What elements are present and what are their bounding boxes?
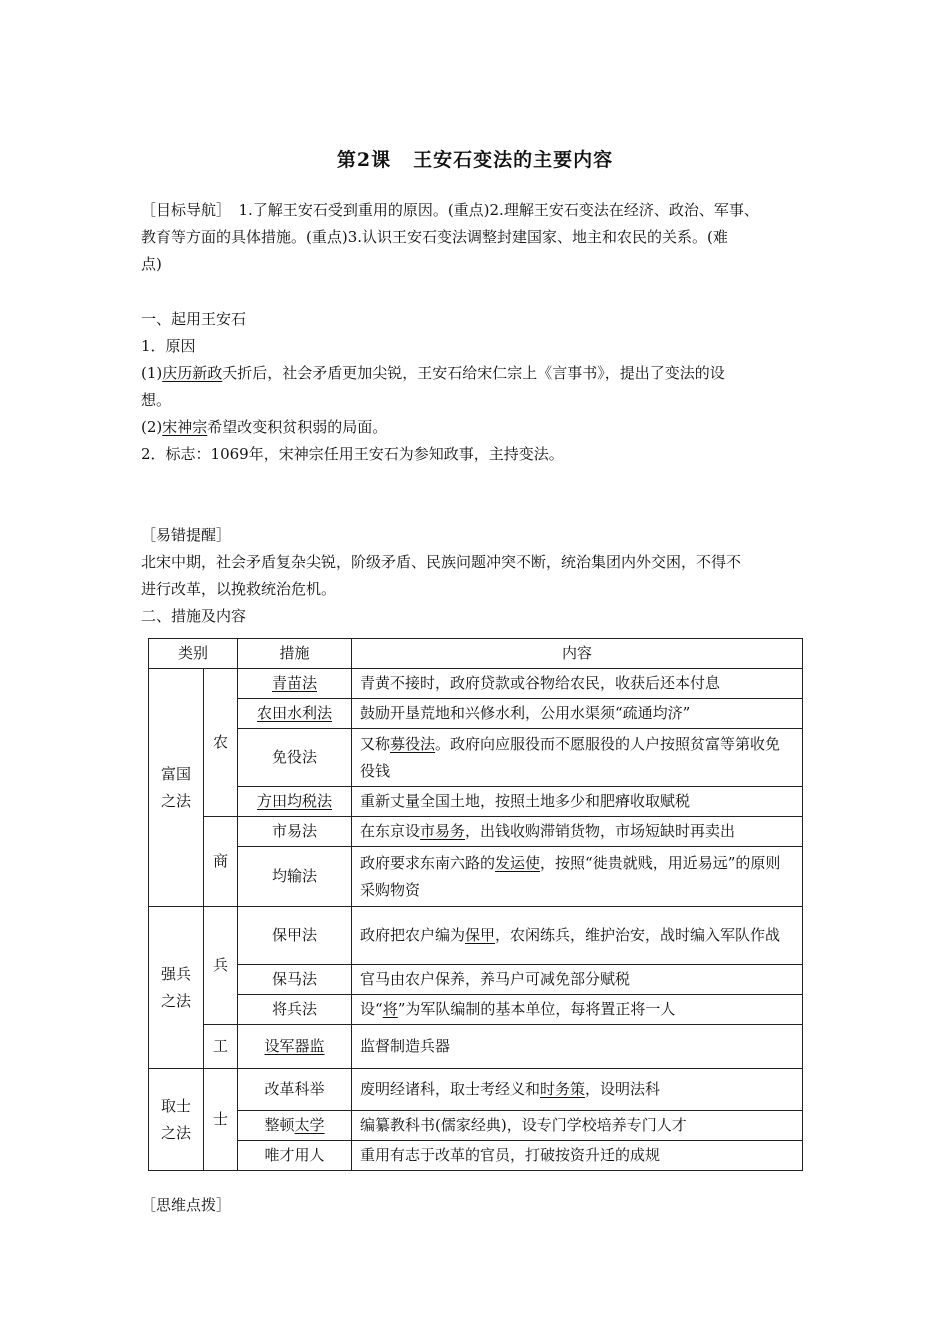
sub-shang: 商 — [204, 817, 238, 907]
content-junshu-term: 发运使 — [495, 853, 541, 872]
measure-taixue-pre: 整顿 — [264, 1116, 295, 1134]
group-fuguo-l1: 富国 — [160, 764, 191, 783]
content-fangtian: 重新丈量全国土地，按照土地多少和肥瘠收取赋税 — [352, 787, 803, 817]
section-2-heading: 二、措施及内容 — [141, 607, 247, 625]
group-qushi-l1: 取士 — [160, 1096, 191, 1115]
reason-heading: 1．原因 — [141, 337, 196, 355]
reason-1-text: 夭折后，社会矛盾更加尖锐，王安石给宋仁宗上《言事书》，提出了变法的设 — [222, 364, 725, 382]
group-fuguo-l2: 之法 — [160, 791, 191, 810]
group-fuguo — [149, 669, 204, 907]
header-measure: 措施 — [238, 639, 352, 669]
measure-mianyi: 免役法 — [238, 729, 352, 787]
header-category: 类别 — [149, 639, 238, 669]
table-row — [149, 1069, 803, 1111]
content-junshu — [352, 847, 803, 907]
measure-cell — [238, 1025, 352, 1069]
section-1 — [141, 306, 811, 468]
content-shiyi-pre: 在东京设 — [360, 822, 421, 840]
measure-keju: 改革科举 — [238, 1069, 352, 1111]
table-row — [149, 669, 803, 699]
objectives-line-1: ［目标导航］ 1.了解王安石受到重用的原因。(重点)2.理解王安石变法在经济、政治、军事、 — [141, 201, 759, 219]
reason-1 — [141, 360, 811, 387]
content-shiyi-term: 市易务 — [420, 822, 466, 840]
reason-2-text: 希望改变积贫积弱的局面。 — [207, 418, 388, 436]
measure-junshu: 均输法 — [238, 847, 352, 907]
group-qiangbing — [149, 907, 204, 1069]
content-shiyi — [352, 817, 803, 847]
objectives — [141, 197, 811, 278]
content-baojia-post: ，农闲练兵，维护治安，战时编入军队作战 — [495, 926, 781, 944]
sign: 2．标志：1069年，宋神宗任用王安石为参知政事，主持变法。 — [141, 445, 564, 463]
measure-baojia: 保甲法 — [238, 907, 352, 965]
measure-taixue-term: 太学 — [294, 1116, 325, 1134]
table-row — [149, 817, 803, 847]
table-row — [149, 995, 803, 1025]
content-keju-pre: 废明经诸科，取士考经义和 — [360, 1080, 541, 1098]
group-qiangbing-l1: 强兵 — [160, 964, 191, 983]
reminder-line-1: 北宋中期，社会矛盾复杂尖锐，阶级矛盾、民族问题冲突不断，统治集团内外交困，不得不 — [141, 553, 742, 571]
content-jiangbing-term: 将 — [382, 1000, 398, 1018]
objectives-line-2: 教育等方面的具体措施。(重点)3.认识王安石变法调整封建国家、地主和农民的关系。(难 — [141, 228, 728, 246]
table-row — [149, 847, 803, 907]
measure-junqijian: 设军器监 — [264, 1037, 325, 1055]
reason-2-prefix: (2) — [141, 418, 163, 436]
lesson-title — [0, 145, 950, 172]
content-jiangbing — [352, 995, 803, 1025]
measure-shiyi: 市易法 — [238, 817, 352, 847]
content-jiangbing-post: ”为军队编制的基本单位，每将置正将一人 — [397, 1000, 676, 1018]
lesson-name: 王安石变法的主要内容 — [413, 149, 614, 171]
objectives-line-3: 点) — [141, 255, 162, 273]
sub-bing: 兵 — [204, 907, 238, 1025]
reminder-line-2: 进行改革，以挽救统治危机。 — [141, 580, 337, 598]
content-keju-term: 时务策 — [540, 1080, 586, 1098]
table-header-row — [149, 639, 803, 669]
measures-table — [148, 638, 803, 1171]
measure-cell — [238, 699, 352, 729]
section-1-heading: 一、起用王安石 — [141, 310, 247, 328]
reason-1-cont: 想。 — [141, 391, 172, 409]
reason-1-prefix: (1) — [141, 364, 163, 382]
content-keju — [352, 1069, 803, 1111]
reason-1-term: 庆历新政 — [162, 364, 223, 382]
content-qingmiao: 青黄不接时，政府贷款或谷物给农民，收获后还本付息 — [352, 669, 803, 699]
measure-baoma: 保马法 — [238, 965, 352, 995]
content-jiangbing-pre: 设“ — [360, 1000, 383, 1018]
sub-gong: 工 — [204, 1025, 238, 1069]
lesson-number: 第2课 — [336, 149, 392, 171]
group-qushi-l2: 之法 — [160, 1123, 191, 1142]
content-mianyi — [352, 729, 803, 787]
table-row — [149, 907, 803, 965]
table-row — [149, 1141, 803, 1171]
group-qushi — [149, 1069, 204, 1171]
measure-qingmiao: 青苗法 — [272, 674, 318, 692]
content-mianyi-post: 。政府向应服役而不愿服役的人户按照贫富等第收免役钱 — [360, 734, 781, 780]
content-baoma: 官马由农户保养，养马户可减免部分赋税 — [352, 965, 803, 995]
table-row — [149, 1025, 803, 1069]
measure-fangtian: 方田均税法 — [257, 792, 333, 810]
content-shiyi-post: ，出钱收购滞销货物，市场短缺时再卖出 — [465, 822, 736, 840]
reason-2 — [141, 414, 811, 441]
content-keju-post: ，设明法科 — [585, 1080, 661, 1098]
content-taixue: 编纂教科书(儒家经典)，设专门学校培养专门人才 — [352, 1111, 803, 1141]
content-weicai: 重用有志于改革的官员，打破按资升迁的成规 — [352, 1141, 803, 1171]
measure-weicai: 唯才用人 — [238, 1141, 352, 1171]
content-nongtian: 鼓励开垦荒地和兴修水利，公用水渠须“疏通均济” — [352, 699, 803, 729]
measure-cell — [238, 669, 352, 699]
measure-jiangbing: 将兵法 — [238, 995, 352, 1025]
thinking-heading: ［思维点拨］ — [141, 1196, 232, 1214]
table-row — [149, 787, 803, 817]
table-row — [149, 729, 803, 787]
table-row — [149, 699, 803, 729]
reminder-heading: ［易错提醒］ — [141, 526, 232, 544]
sub-nong: 农 — [204, 669, 238, 817]
content-baojia-pre: 政府把农户编为 — [360, 926, 466, 944]
measure-nongtian: 农田水利法 — [257, 704, 333, 722]
content-junshu-pre: 政府要求东南六路的 — [360, 853, 496, 872]
header-content: 内容 — [352, 639, 803, 669]
content-mianyi-term: 募役法 — [390, 734, 436, 753]
content-junshu-post: ，按照“徙贵就贱，用近易远”的原则采购物资 — [360, 853, 781, 899]
content-baojia — [352, 907, 803, 965]
table-row — [149, 1111, 803, 1141]
reminder — [141, 522, 811, 630]
group-qiangbing-l2: 之法 — [160, 991, 191, 1010]
sub-shi: 士 — [204, 1069, 238, 1171]
content-baojia-term: 保甲 — [465, 926, 496, 944]
table-row — [149, 965, 803, 995]
content-mianyi-pre: 又称 — [360, 734, 391, 753]
measure-cell — [238, 787, 352, 817]
thinking — [141, 1192, 811, 1219]
reason-2-term: 宋神宗 — [162, 418, 208, 436]
content-junqijian: 监督制造兵器 — [352, 1025, 803, 1069]
measure-taixue — [238, 1111, 352, 1141]
